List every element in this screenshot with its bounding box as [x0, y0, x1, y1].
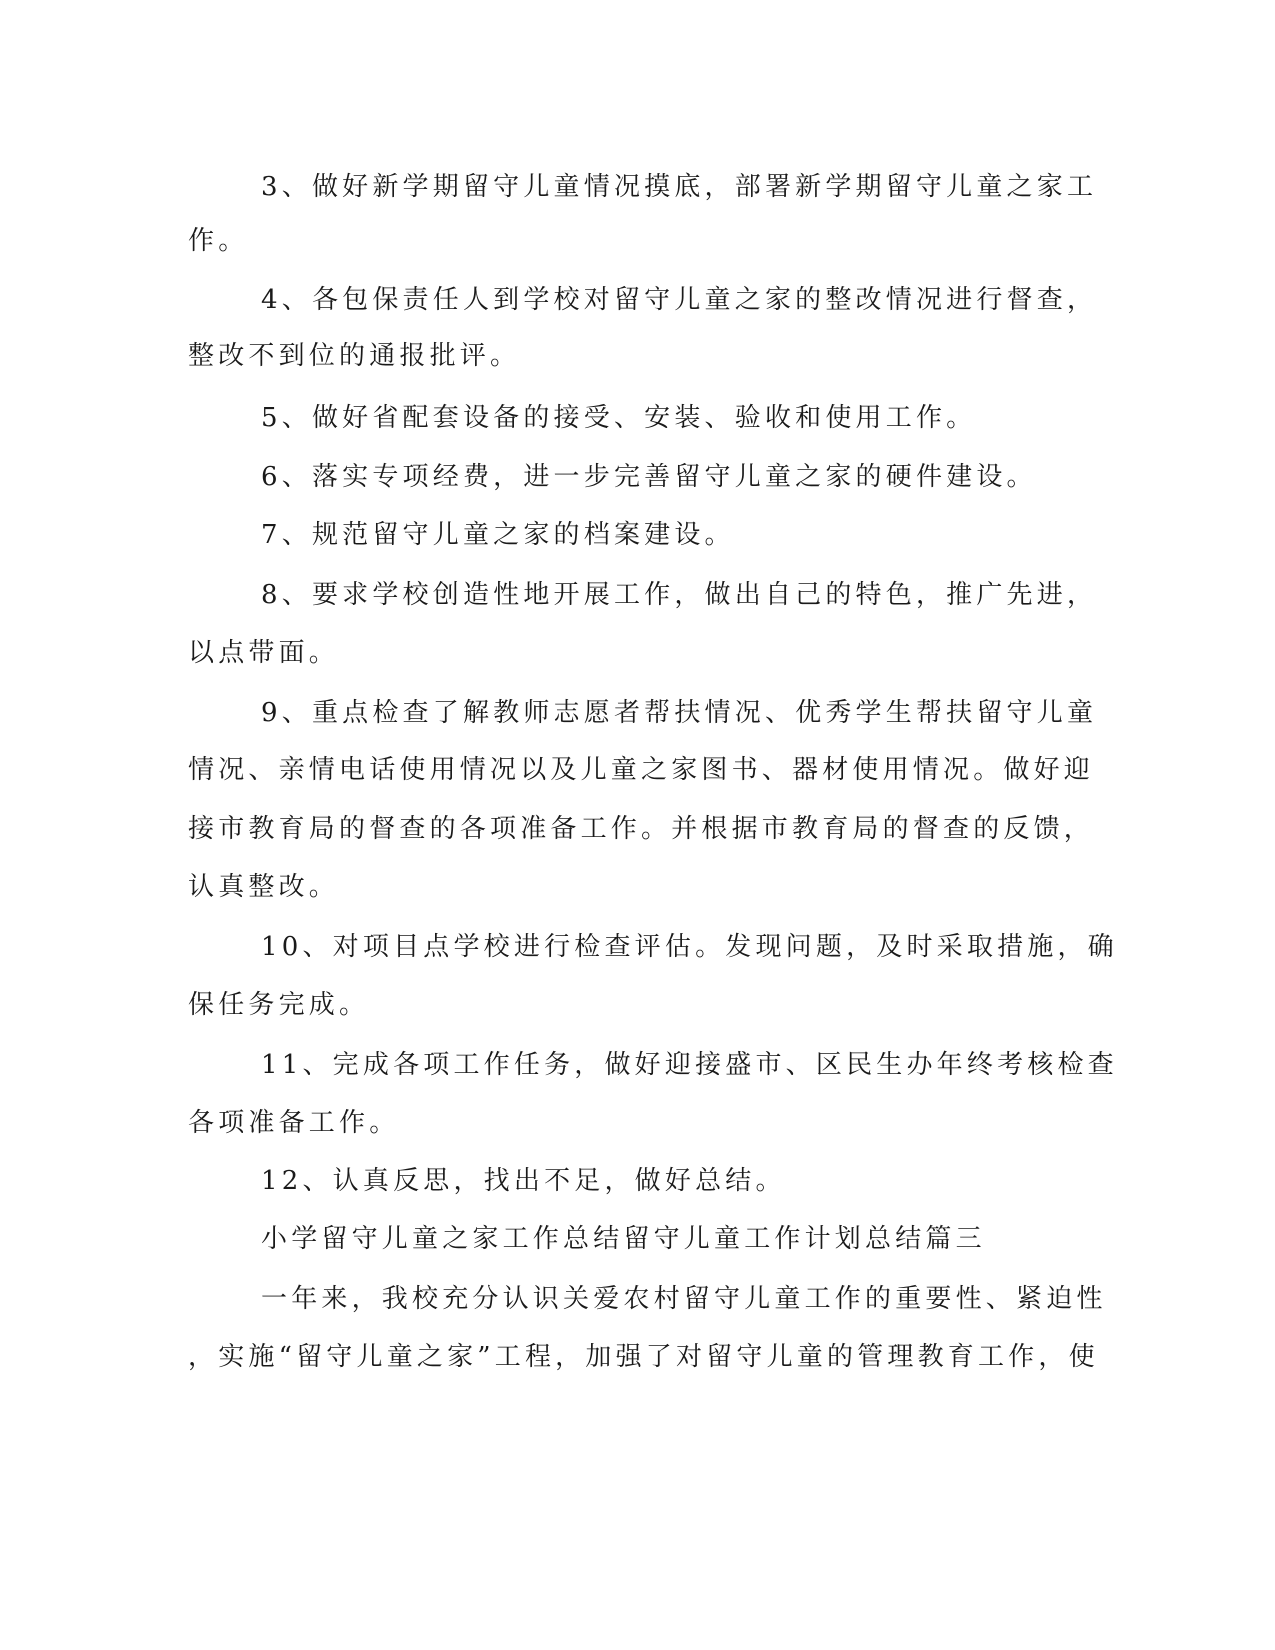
item-4-line-1: 4、各包保责任人到学校对留守儿童之家的整改情况进行督查，	[261, 285, 1098, 315]
item-8-line-1: 8、要求学校创造性地开展工作，做出自己的特色，推广先进，	[261, 580, 1098, 610]
item-11-line-2: 各项准备工作。	[188, 1108, 400, 1138]
item-10-line-1: 10、对项目点学校进行检查评估。发现问题，及时采取措施，确	[261, 932, 1118, 962]
item-9-line-4: 认真整改。	[188, 872, 340, 902]
item-3-line-1: 3、做好新学期留守儿童情况摸底，部署新学期留守儿童之家工	[261, 172, 1098, 202]
section-heading: 小学留守儿童之家工作总结留守儿童工作计划总结篇三	[261, 1224, 986, 1254]
item-4-line-2: 整改不到位的通报批评。	[188, 341, 521, 371]
item-5-line: 5、做好省配套设备的接受、安装、验收和使用工作。	[261, 403, 977, 433]
item-12-line: 12、认真反思，找出不足，做好总结。	[261, 1166, 786, 1196]
item-6-line: 6、落实专项经费，进一步完善留守儿童之家的硬件建设。	[261, 462, 1037, 492]
item-8-line-2: 以点带面。	[188, 638, 340, 668]
paragraph-line-2: ，实施“留守儿童之家”工程，加强了对留守儿童的管理教育工作，使	[188, 1342, 1099, 1372]
item-11-line-1: 11、完成各项工作任务，做好迎接盛市、区民生办年终考核检查	[261, 1050, 1118, 1080]
item-9-line-1: 9、重点检查了解教师志愿者帮扶情况、优秀学生帮扶留守儿童	[261, 698, 1098, 728]
paragraph-line-1: 一年来，我校充分认识关爱农村留守儿童工作的重要性、紧迫性	[261, 1284, 1107, 1314]
item-9-line-3: 接市教育局的督查的各项准备工作。并根据市教育局的督查的反馈，	[188, 814, 1095, 844]
item-9-line-2: 情况、亲情电话使用情况以及儿童之家图书、器材使用情况。做好迎	[188, 755, 1095, 785]
item-3-line-2: 作。	[188, 226, 249, 256]
item-10-line-2: 保任务完成。	[188, 990, 370, 1020]
item-7-line: 7、规范留守儿童之家的档案建设。	[261, 520, 735, 550]
